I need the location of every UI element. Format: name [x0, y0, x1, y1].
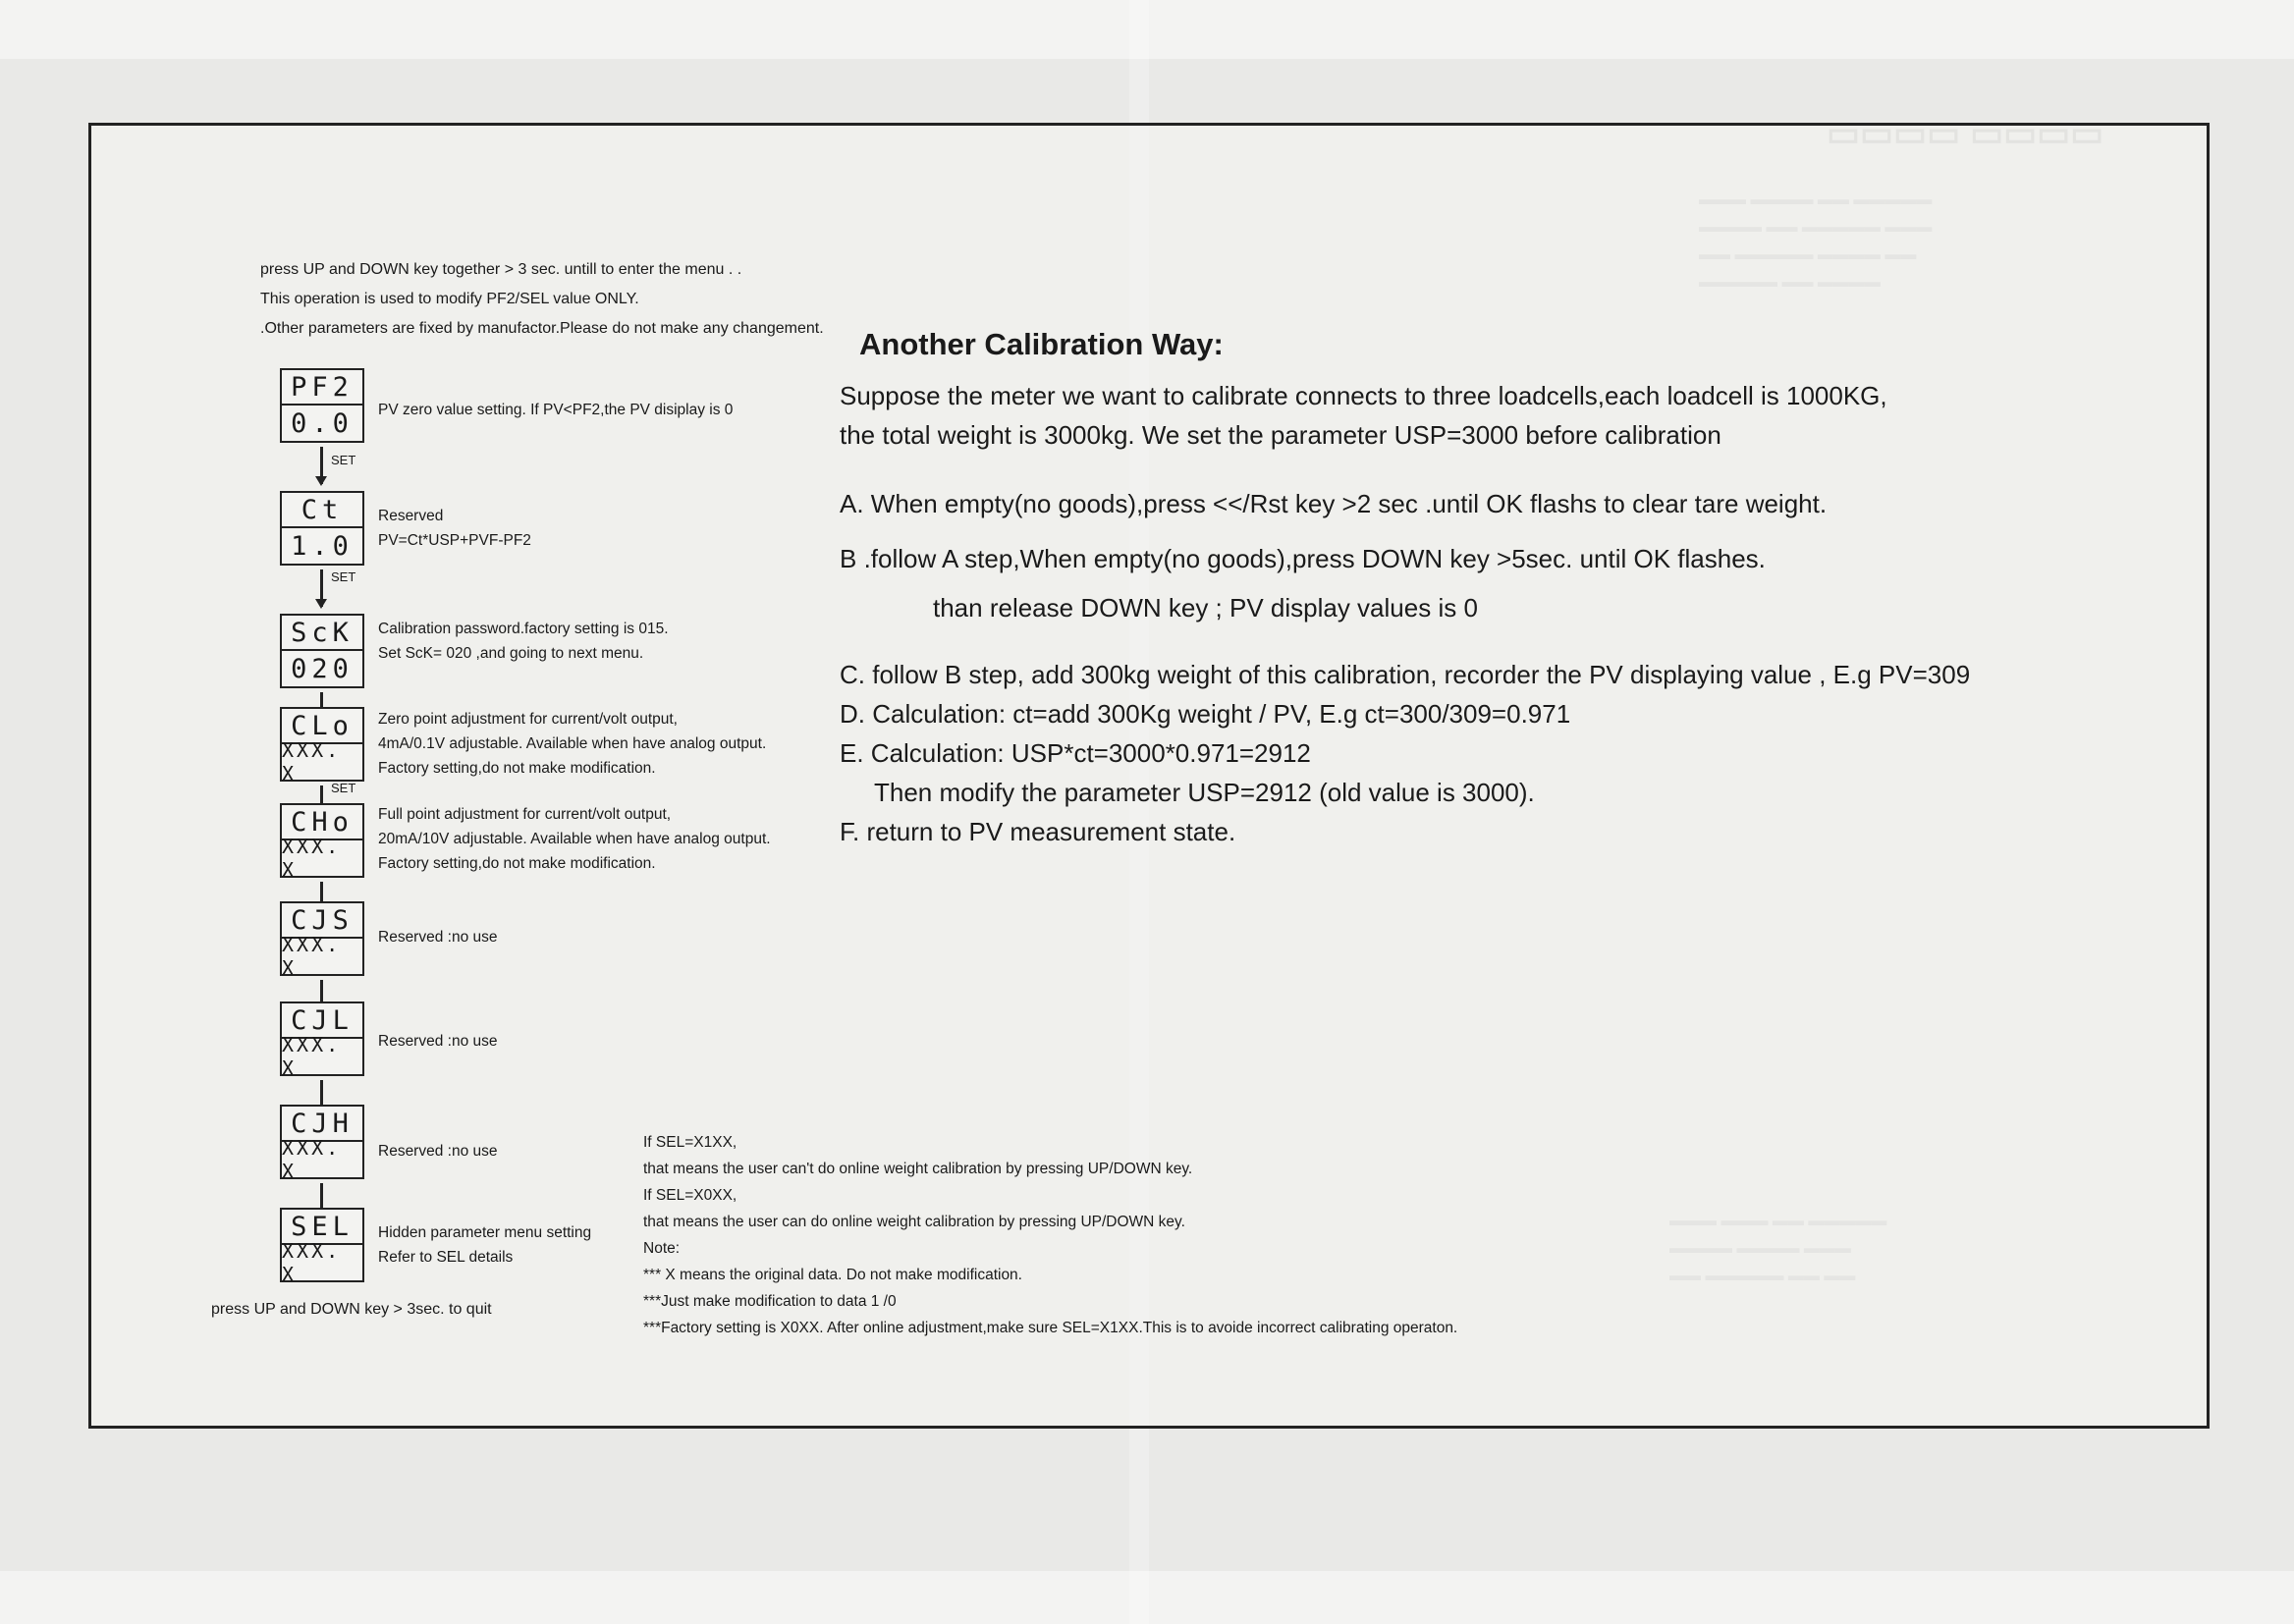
note-line: Note:	[643, 1240, 681, 1257]
lcd-ct	[280, 491, 364, 566]
calibration-step-b-cont: than release DOWN key ; PV display values is 0	[933, 593, 1478, 623]
lcd-code: ScK	[282, 616, 362, 651]
lcd-sel	[280, 1208, 364, 1286]
lcd-value: 1.0	[291, 530, 354, 562]
desc-line: Factory setting,do not make modification.	[378, 760, 656, 777]
lcd-code: CJL	[282, 1003, 362, 1039]
calibration-step-d: D. Calculation: ct=add 300Kg weight / PV, E.g ct=300/309=0.971	[840, 699, 1571, 729]
desc-line: Set ScK= 020 ,and going to next menu.	[378, 645, 644, 662]
calibration-section	[840, 327, 2214, 851]
note-line: ***Factory setting is X0XX. After online adjustment,make sure SEL=X1XX.This is to avoide incorrect calibrating operaton.	[643, 1320, 1458, 1336]
note-line: that means the user can't do online weight calibration by pressing UP/DOWN key.	[643, 1161, 1193, 1177]
lcd-value: 020	[291, 653, 354, 684]
set-label: SET	[331, 453, 356, 467]
param-desc-cho	[378, 802, 791, 876]
lcd-cjh	[280, 1105, 364, 1183]
set-label: SET	[331, 781, 356, 795]
desc-line: Refer to SEL details	[378, 1249, 514, 1266]
calibration-step-b: B .follow A step,When empty(no goods),press DOWN key >5sec. until OK flashes.	[840, 544, 1766, 573]
lcd-sck	[280, 614, 364, 688]
lcd-cho	[280, 803, 364, 882]
desc-line: Zero point adjustment for current/volt output,	[378, 711, 678, 728]
param-desc-cjs	[378, 925, 791, 949]
quit-instruction: press UP and DOWN key > 3sec. to quit	[211, 1301, 492, 1318]
flow-arrow	[320, 447, 323, 484]
lcd-value: XXX. X	[282, 1239, 342, 1286]
desc-line: PV=Ct*USP+PVF-PF2	[378, 532, 531, 549]
lcd-value: XXX. X	[282, 933, 342, 980]
lcd-value: 0.0	[291, 407, 354, 439]
desc-line: Calibration password.factory setting is 015.	[378, 621, 669, 637]
lcd-value: XXX. X	[282, 738, 342, 785]
param-desc-clo	[378, 707, 791, 781]
param-desc-ct	[378, 504, 791, 553]
lcd-cjl	[280, 1001, 364, 1080]
desc-line: 20mA/10V adjustable. Available when have analog output.	[378, 831, 771, 847]
calibration-step-f: F. return to PV measurement state.	[840, 817, 1236, 846]
calibration-step-e-cont: Then modify the parameter USP=2912 (old value is 3000).	[874, 778, 1535, 807]
flow-arrow	[320, 569, 323, 607]
lcd-code: SEL	[282, 1210, 362, 1245]
param-desc-cjl	[378, 1029, 791, 1054]
lcd-code: PF2	[282, 370, 362, 406]
lcd-code: CJS	[282, 903, 362, 939]
desc-line: Reserved	[378, 508, 444, 524]
desc-line: Full point adjustment for current/volt output,	[378, 806, 672, 823]
lcd-clo	[280, 707, 364, 785]
param-desc-sck	[378, 617, 791, 666]
calibration-step-a: A. When empty(no goods),press <</Rst key >2 sec .until OK flashs to clear tare weight.	[840, 489, 1828, 518]
calibration-title: Another Calibration Way:	[859, 327, 1224, 361]
sel-notes	[643, 1129, 1527, 1341]
note-line: If SEL=X0XX,	[643, 1187, 737, 1204]
desc-line: Reserved :no use	[378, 929, 498, 946]
lcd-pf2	[280, 368, 364, 443]
intro-line: press UP and DOWN key together > 3 sec. untill to enter the menu . .	[260, 261, 742, 278]
intro-line: .Other parameters are fixed by manufactor.Please do not make any changement.	[260, 320, 824, 337]
lcd-value: XXX. X	[282, 1033, 342, 1080]
set-label: SET	[331, 569, 356, 584]
note-line: that means the user can do online weight calibration by pressing UP/DOWN key.	[643, 1214, 1185, 1230]
lcd-code: CLo	[282, 709, 362, 744]
calibration-step-e: E. Calculation: USP*ct=3000*0.971=2912	[840, 738, 1311, 768]
intro-line: This operation is used to modify PF2/SEL value ONLY.	[260, 291, 639, 307]
lcd-cjs	[280, 901, 364, 980]
param-desc-pf2	[378, 398, 791, 422]
desc-line: Factory setting,do not make modification.	[378, 855, 656, 872]
lcd-value: XXX. X	[282, 1136, 342, 1183]
lcd-code: CHo	[282, 805, 362, 840]
note-line: ***Just make modification to data 1 /0	[643, 1293, 897, 1310]
desc-line: Reserved :no use	[378, 1143, 498, 1160]
lcd-value: XXX. X	[282, 835, 342, 882]
desc-line: Hidden parameter menu setting	[378, 1224, 592, 1241]
lcd-code: Ct	[282, 493, 362, 528]
calibration-intro: the total weight is 3000kg. We set the parameter USP=3000 before calibration	[840, 420, 1721, 450]
desc-line: 4mA/0.1V adjustable. Available when have analog output.	[378, 735, 767, 752]
desc-line: Reserved :no use	[378, 1033, 498, 1050]
calibration-step-c: C. follow B step, add 300kg weight of this calibration, recorder the PV displaying value , E.g PV=309	[840, 660, 1971, 689]
note-line: *** X means the original data. Do not make modification.	[643, 1267, 1022, 1283]
lcd-code: CJH	[282, 1107, 362, 1142]
calibration-intro: Suppose the meter we want to calibrate connects to three loadcells,each loadcell is 1000KG,	[840, 381, 1887, 410]
note-line: If SEL=X1XX,	[643, 1134, 737, 1151]
desc-line: PV zero value setting. If PV<PF2,the PV disiplay is 0	[378, 402, 734, 418]
menu-intro	[260, 255, 824, 344]
